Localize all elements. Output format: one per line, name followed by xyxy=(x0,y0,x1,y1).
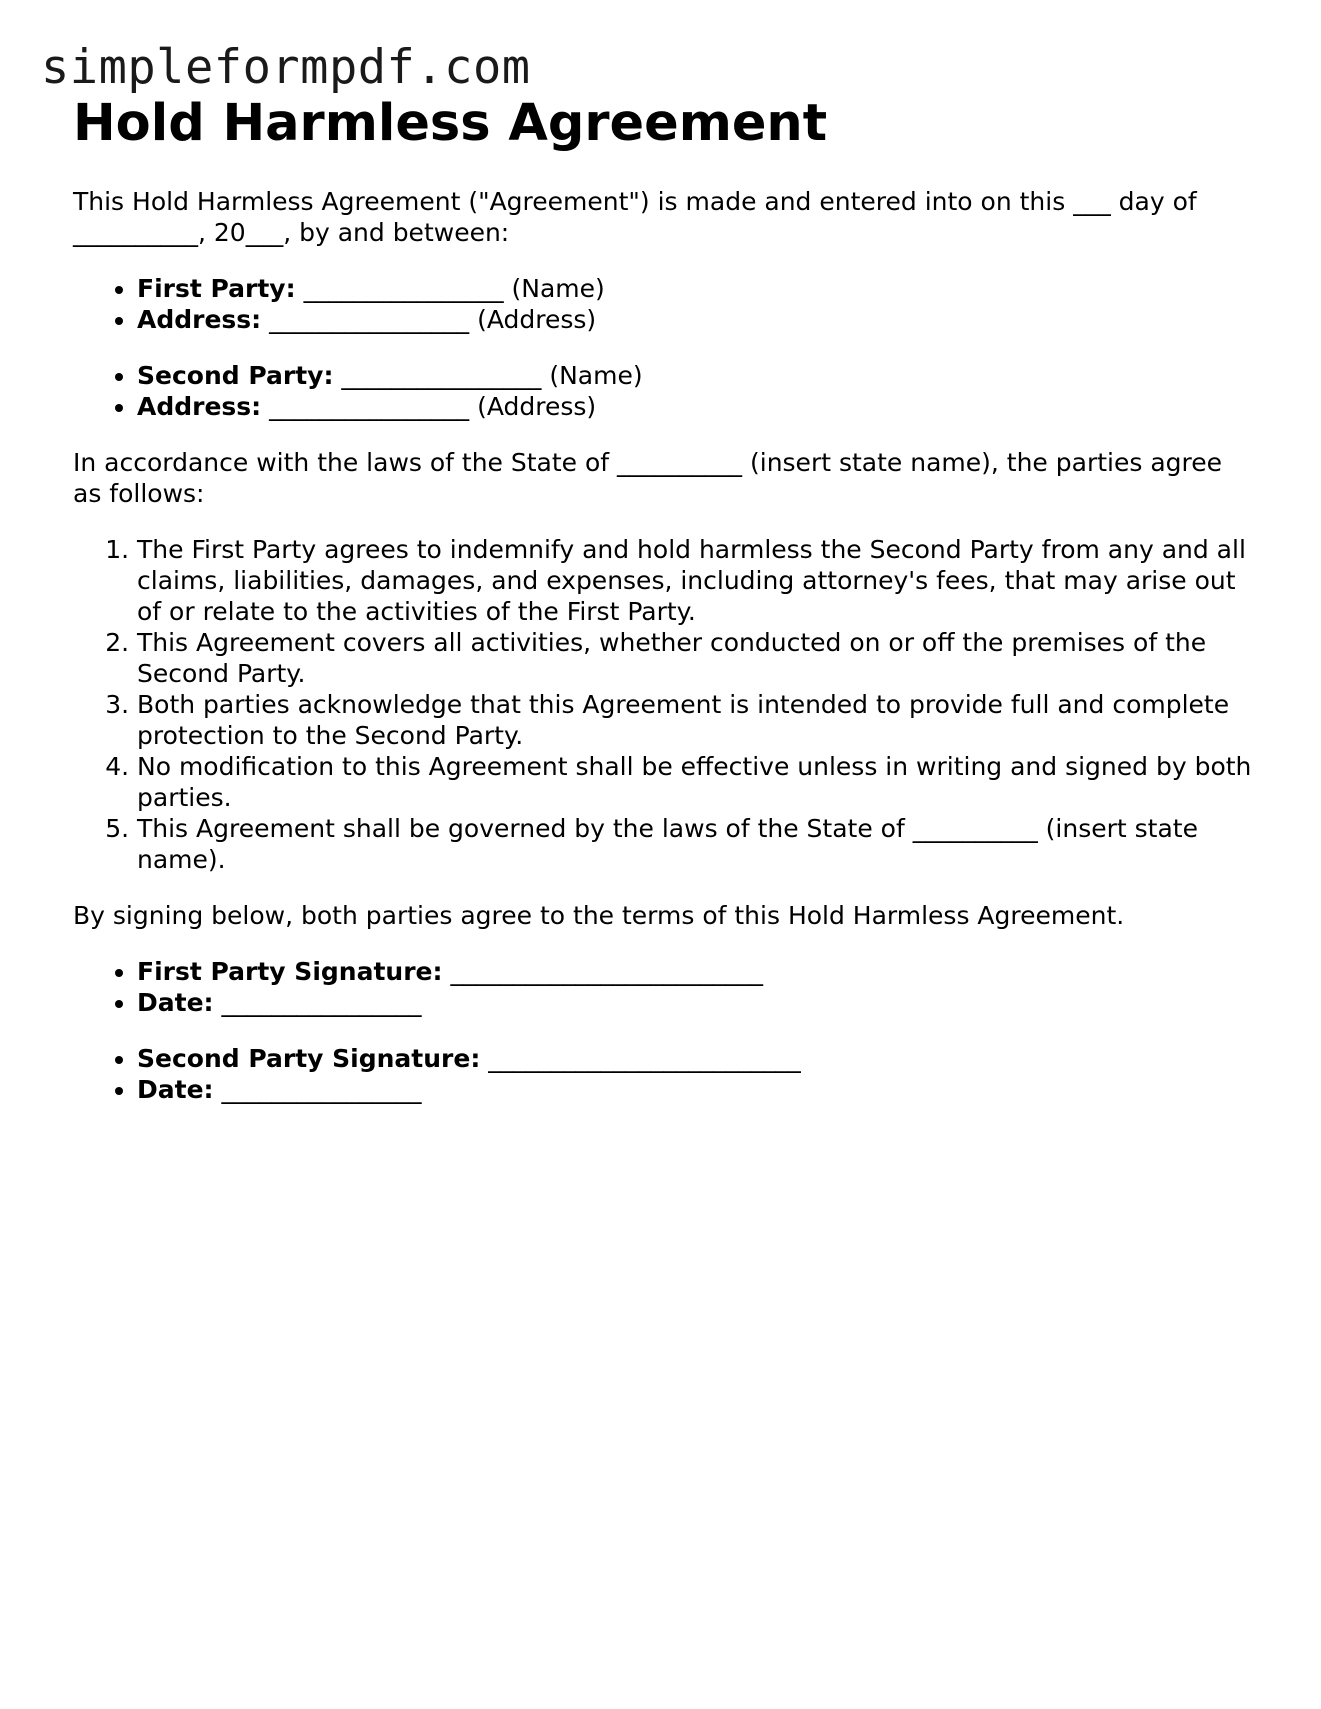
term-item: 3. Both parties acknowledge that this Agreement is intended to provide full and complete protection to the Second Party. xyxy=(137,689,1253,751)
first-party-name-blank: ________________ (Name) xyxy=(303,274,605,303)
second-signature-item xyxy=(137,1043,1253,1074)
term-item: 5. This Agreement shall be governed by the laws of the State of __________ (insert state name). xyxy=(137,813,1253,875)
document-page xyxy=(73,92,1253,1105)
second-date-blank: ________________ xyxy=(221,1075,422,1104)
second-signature-label: Second Party Signature: xyxy=(137,1044,481,1073)
first-signature-list xyxy=(73,956,1253,1018)
terms-list xyxy=(73,534,1253,875)
first-signature-item xyxy=(137,956,1253,987)
second-party-address-label: Address: xyxy=(137,392,262,421)
second-party-address-item xyxy=(137,391,1253,422)
second-party-name-label: Second Party: xyxy=(137,361,334,390)
first-party-name-item xyxy=(137,273,1253,304)
second-party-name-blank: ________________ (Name) xyxy=(341,361,643,390)
first-party-address-blank: ________________ (Address) xyxy=(269,305,597,334)
second-date-label: Date: xyxy=(137,1075,214,1104)
term-item: 2. This Agreement covers all activities, whether conducted on or off the premises of the Second Party. xyxy=(137,627,1253,689)
intro-paragraph: This Hold Harmless Agreement ("Agreement") is made and entered into on this ___ day of __________, 20___, by and between: xyxy=(73,187,1197,247)
second-party-name-item xyxy=(137,360,1253,391)
second-signature-list xyxy=(73,1043,1253,1105)
term-item: 4. No modification to this Agreement shall be effective unless in writing and signed by both parties. xyxy=(137,751,1253,813)
first-party-address-item xyxy=(137,304,1253,335)
document-title: Hold Harmless Agreement xyxy=(73,94,828,153)
first-signature-label: First Party Signature: xyxy=(137,957,443,986)
first-party-name-label: First Party: xyxy=(137,274,296,303)
first-party-address-label: Address: xyxy=(137,305,262,334)
second-party-list xyxy=(73,360,1253,422)
first-signature-blank: _________________________ xyxy=(450,957,763,986)
second-date-item xyxy=(137,1074,1253,1105)
first-date-item xyxy=(137,987,1253,1018)
second-signature-blank: _________________________ xyxy=(488,1044,801,1073)
closing-paragraph: By signing below, both parties agree to the terms of this Hold Harmless Agreement. xyxy=(73,901,1125,930)
second-party-address-blank: ________________ (Address) xyxy=(269,392,597,421)
first-date-blank: ________________ xyxy=(221,988,422,1017)
term-item: 1. The First Party agrees to indemnify and hold harmless the Second Party from any and all claims, liabilities, damages, and expenses, including attorney's fees, that may arise out of or relate to the activities of the First Party. xyxy=(137,534,1253,627)
site-watermark: simpleformpdf.com xyxy=(41,40,531,95)
first-date-label: Date: xyxy=(137,988,214,1017)
laws-paragraph: In accordance with the laws of the State of __________ (insert state name), the parties agree as follows: xyxy=(73,448,1223,508)
first-party-list xyxy=(73,273,1253,335)
